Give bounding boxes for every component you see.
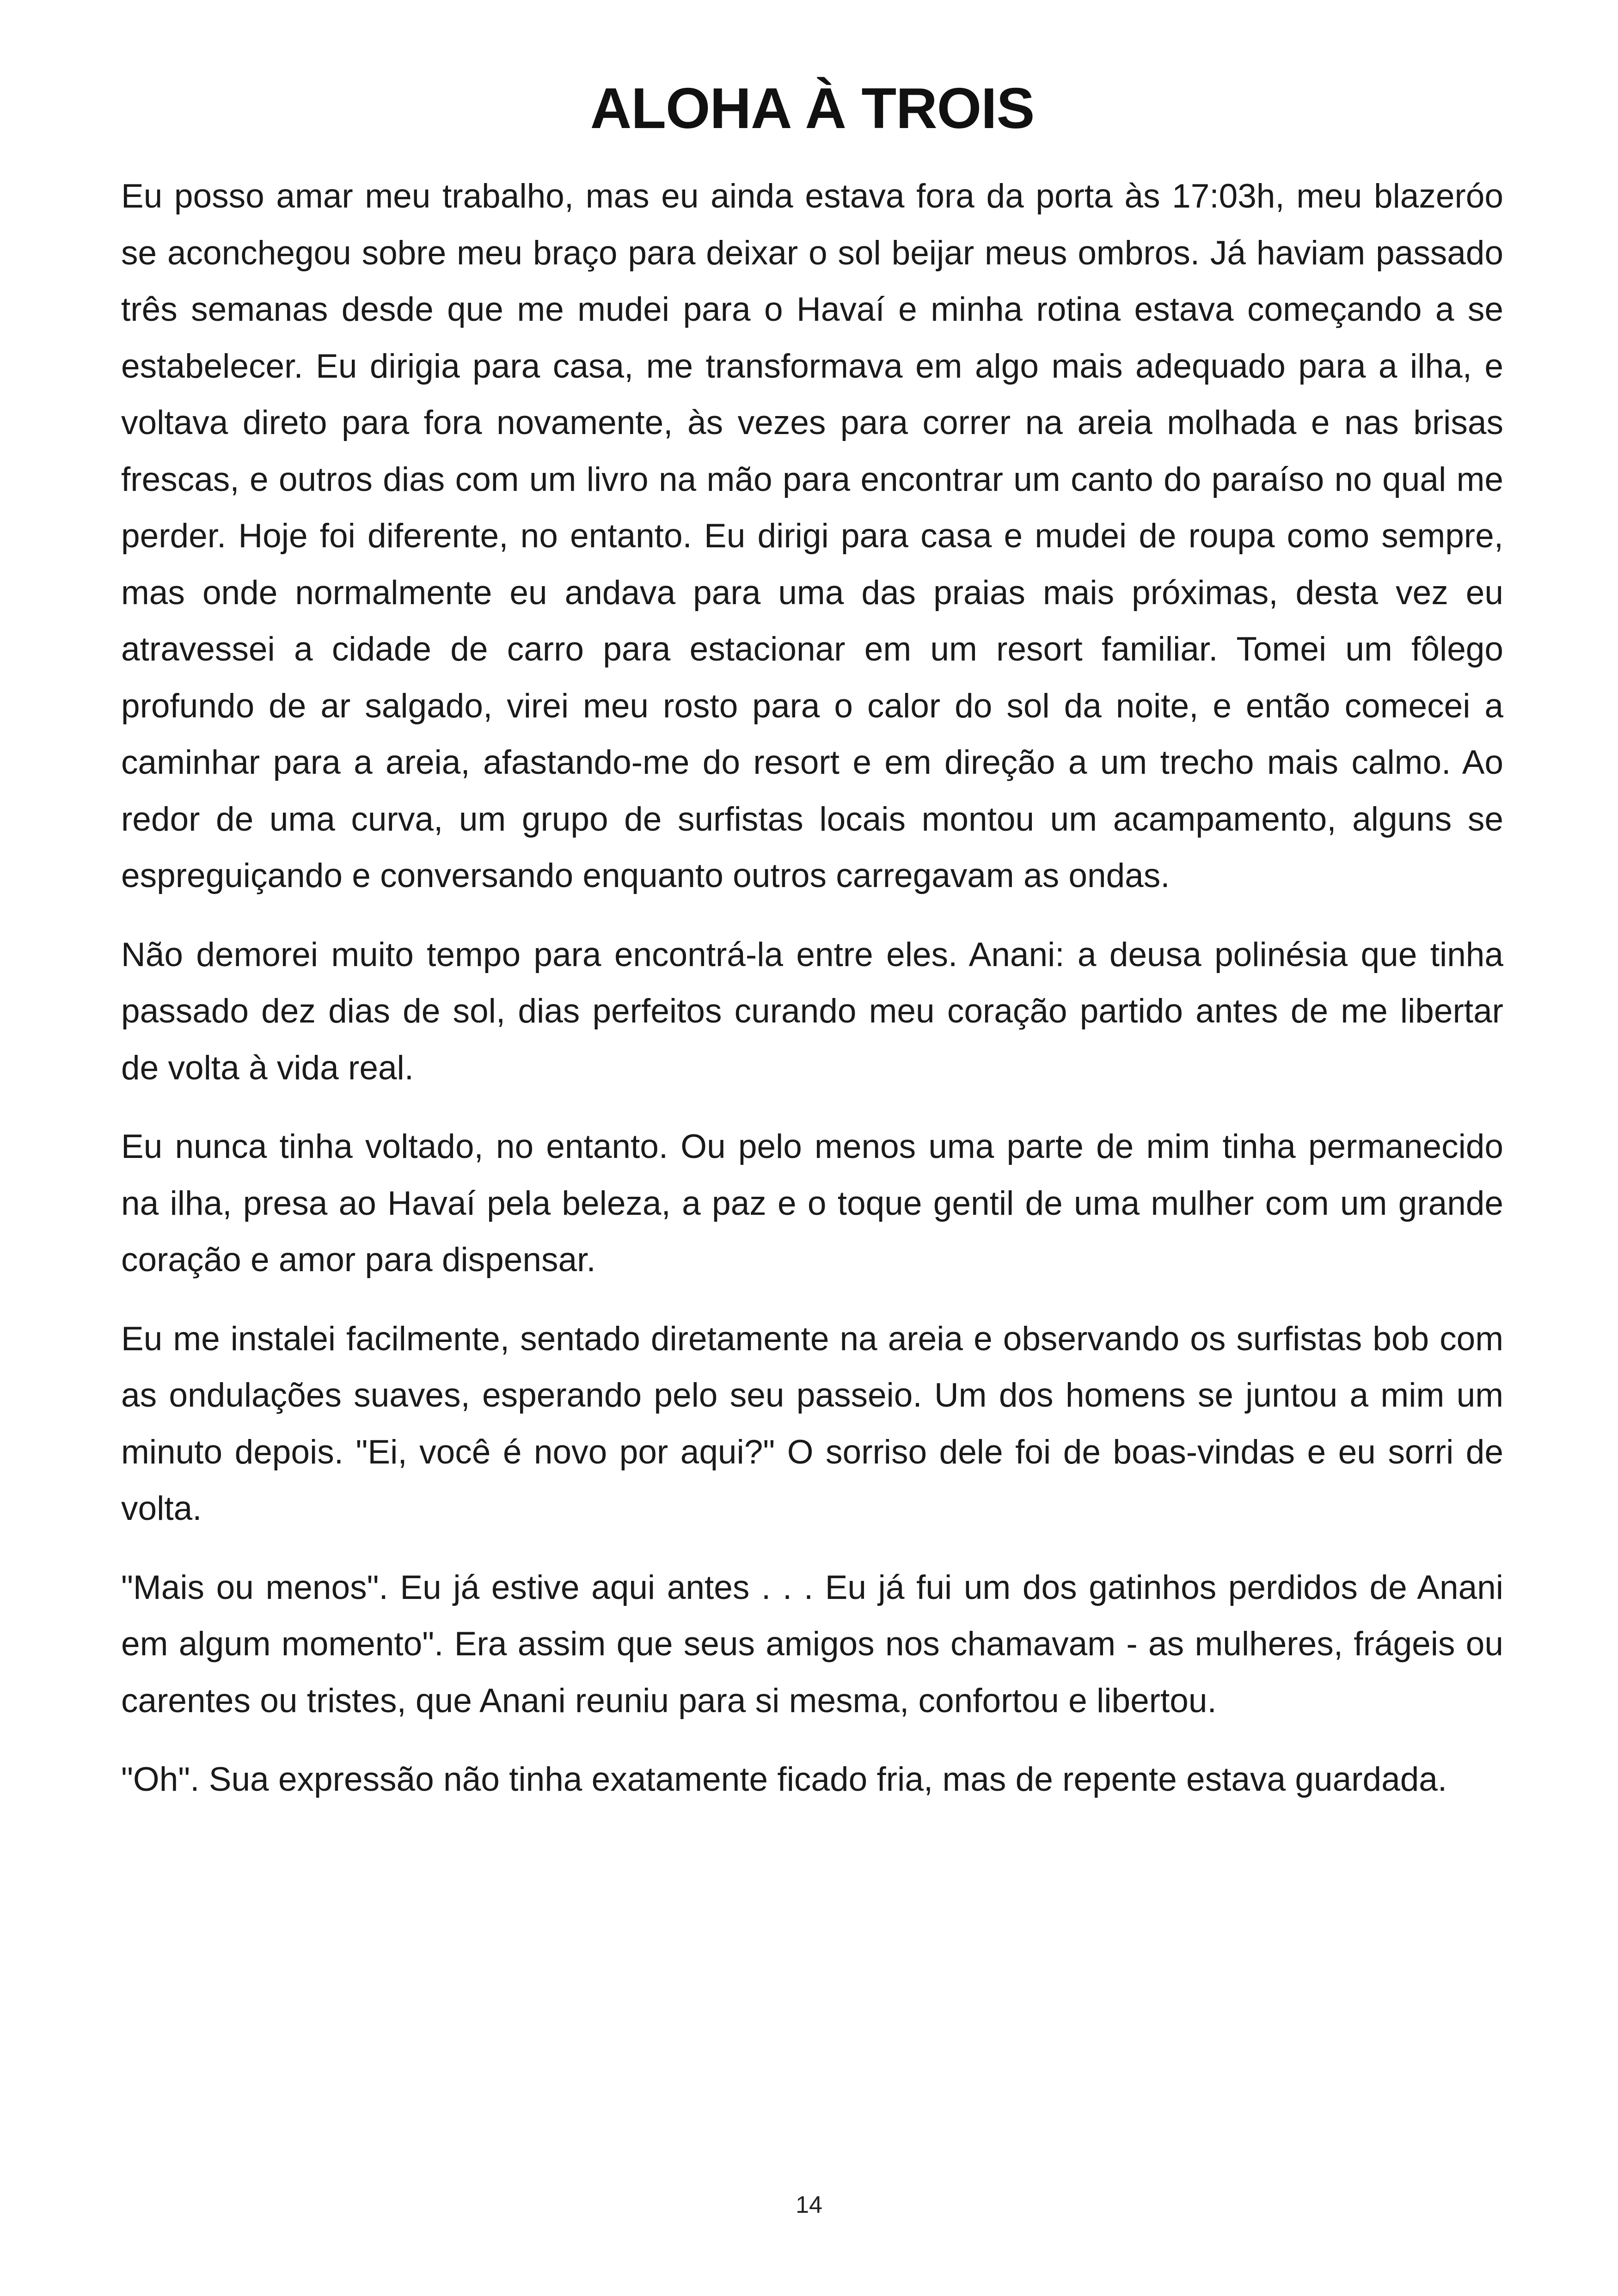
paragraph: Eu nunca tinha voltado, no entanto. Ou pelo menos uma parte de mim tinha permanecido na ilha, presa ao Havaí pela beleza, a paz e o toque gentil de uma mulher com um grande coração e amor para dispensar. (121, 1128, 1503, 1279)
paragraph: Eu posso amar meu trabalho, mas eu ainda estava fora da porta às 17:03h, meu blazeróo se aconchegou sobre meu braço para deixar o sol beijar meus ombros. Já haviam passado três semanas desde que me mudei para o Havaí e minha rotina estava começando a se estabelecer. Eu dirigia para casa, me transformava em algo mais adequado para a ilha, e voltava direto para fora novamente, às vezes para correr na areia molhada e nas brisas frescas, e outros dias com um livro na mão para encontrar um canto do paraíso no qual me perder. Hoje foi diferente, no entanto. Eu dirigi para casa e mudei de roupa como sempre, mas onde normalmente eu andava para uma das praias mais próximas, desta vez eu atravessei a cidade de carro para estacionar em um resort familiar. Tomei um fôlego profundo de ar salgado, virei meu rosto para o calor do sol da noite, e então comecei a caminhar para a areia, afastando-me do resort e em direção a um trecho mais calmo. Ao redor de uma curva, um grupo de surfistas locais montou um acampamento, alguns se espreguiçando e conversando enquanto outros carregavam as ondas. (121, 178, 1503, 894)
paragraph: "Oh". Sua expressão não tinha exatamente ficado fria, mas de repente estava guardada. (121, 1761, 1447, 1798)
paragraph: Eu me instalei facilmente, sentado diretamente na areia e observando os surfistas bob com as ondulações suaves, esperando pelo seu passeio. Um dos homens se juntou a mim um minuto depois. "Ei, você é novo por aqui?" O sorriso dele foi de boas-vindas e eu sorri de volta. (121, 1320, 1503, 1527)
chapter-title: ALOHA À TROIS (590, 77, 1035, 141)
page-number: 14 (796, 2192, 822, 2218)
paragraph: "Mais ou menos". Eu já estive aqui antes . . . Eu já fui um dos gatinhos perdidos de Anani em algum momento". Era assim que seus amigos nos chamavam - as mulheres, frágeis ou carentes ou tristes, que Anani reuniu para si mesma, confortou e libertou. (121, 1568, 1503, 1720)
paragraph: Não demorei muito tempo para encontrá-la entre eles. Anani: a deusa polinésia que tinha passado dez dias de sol, dias perfeitos curando meu coração partido antes de me libertar de volta à vida real. (121, 936, 1503, 1087)
document-page (121, 74, 1503, 1831)
